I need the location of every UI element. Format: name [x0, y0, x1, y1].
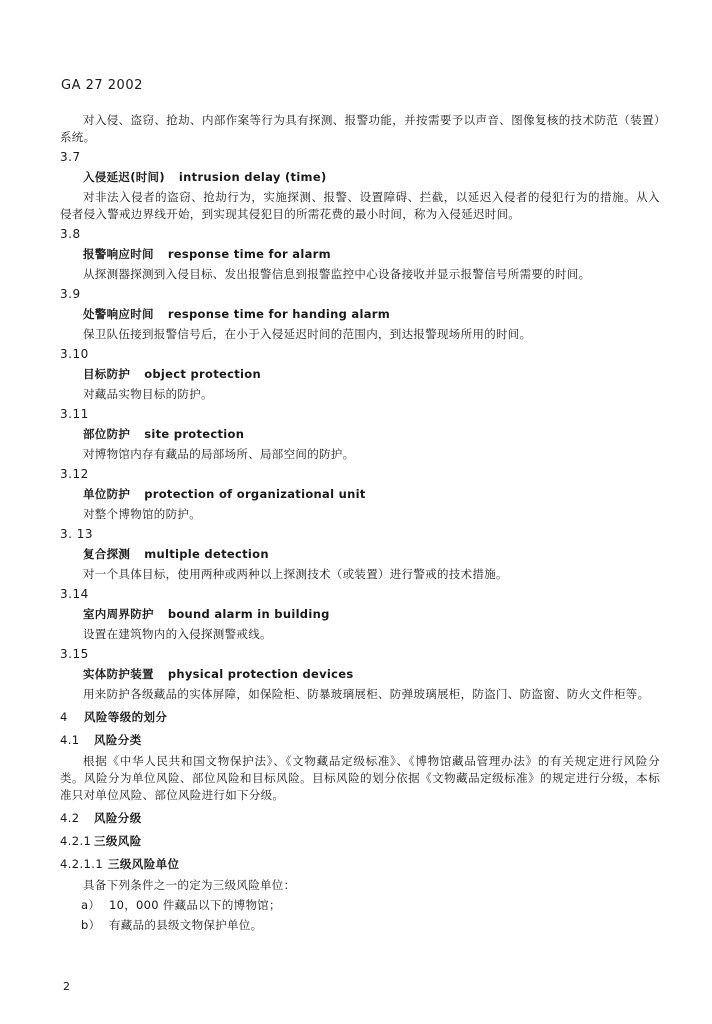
clause-3-13 — [60, 526, 660, 583]
clause-3-9 — [60, 286, 660, 343]
intro-paragraph: 对入侵、盗窃、抢劫、内部作案等行为具有探测、报警功能，并按需要予以声音、图像复核的技术防范（装置）系统。 — [60, 113, 660, 144]
clause-number: 3.8 — [60, 227, 81, 241]
section-4-2-1-1-text: 具备下列条件之一的定为三级风险单位： — [83, 878, 296, 892]
term-definition: 用来防护各级藏品的实体屏障，如保险柜、防暴玻璃展柜、防弹玻璃展柜，防盗门、防盗窗、防火文件柜等。 — [83, 687, 650, 701]
term-heading — [60, 486, 660, 503]
term-english: protection of organizational unit — [144, 487, 366, 501]
section-4-2-1-heading — [60, 833, 660, 850]
term-heading — [60, 169, 660, 186]
term-definition: 对博物馆内存有藏品的局部场所、局部空间的防护。 — [83, 447, 355, 461]
clause-number: 3.14 — [60, 587, 89, 601]
list-item — [60, 897, 660, 914]
section-number: 4.1 — [60, 733, 80, 747]
term-chinese: 目标防护 — [83, 367, 131, 381]
list-text: 有藏品的县级文物保护单位。 — [109, 918, 263, 932]
term-chinese: 复合探测 — [83, 547, 131, 561]
section-title: 三级风险 — [94, 834, 142, 848]
term-english: multiple detection — [144, 547, 269, 561]
section-4-2-1-1-heading — [60, 856, 660, 873]
term-english: intrusion delay (time) — [178, 170, 327, 184]
term-definition: 保卫队伍接到报警信号后，在小于入侵延迟时间的范围内，到达报警现场所用的时间。 — [83, 327, 532, 341]
clause-number: 3.11 — [60, 407, 89, 421]
list-text: 10，000 件藏品以下的博物馆； — [109, 898, 281, 912]
term-english: bound alarm in building — [167, 607, 330, 621]
clause-number: 3.12 — [60, 467, 89, 481]
term-english: response time for alarm — [167, 247, 331, 261]
term-chinese: 处警响应时间 — [83, 307, 154, 321]
clause-3-11 — [60, 406, 660, 463]
term-heading — [60, 366, 660, 383]
section-number: 4.2.1.1 — [60, 857, 104, 871]
list-marker: b） — [81, 918, 101, 932]
clause-3-12 — [60, 466, 660, 523]
term-english: object protection — [144, 367, 261, 381]
term-heading — [60, 666, 660, 683]
list-item — [60, 917, 660, 934]
term-heading — [60, 606, 660, 623]
term-chinese: 室内周界防护 — [83, 607, 154, 621]
section-number: 4.2.1 — [60, 834, 92, 848]
section-4-1-heading — [60, 732, 660, 749]
clause-number: 3.15 — [60, 647, 89, 661]
clause-number: 3.10 — [60, 347, 89, 361]
term-chinese: 部位防护 — [83, 427, 131, 441]
section-4-heading — [60, 709, 660, 726]
document-code: GA 27 2002 — [61, 78, 143, 93]
clause-number: 3.7 — [60, 150, 81, 164]
term-heading — [60, 426, 660, 443]
term-english: response time for handing alarm — [167, 307, 391, 321]
term-english: physical protection devices — [167, 667, 354, 681]
section-number: 4 — [60, 710, 68, 724]
term-heading — [60, 306, 660, 323]
section-title: 风险等级的划分 — [84, 710, 168, 724]
clause-3-10 — [60, 346, 660, 403]
term-heading — [60, 246, 660, 263]
document-body — [60, 112, 660, 937]
term-chinese: 实体防护装置 — [83, 667, 154, 681]
term-definition: 设置在建筑物内的入侵探测警戒线。 — [83, 627, 272, 641]
term-chinese: 报警响应时间 — [83, 247, 154, 261]
section-title: 风险分级 — [94, 811, 142, 825]
term-definition: 对整个博物馆的防护。 — [83, 507, 201, 521]
term-chinese: 单位防护 — [83, 487, 131, 501]
term-heading — [60, 546, 660, 563]
section-number: 4.2 — [60, 811, 80, 825]
term-definition: 从探测器探测到入侵目标、发出报警信息到报警监控中心设备接收并显示报警信号所需要的时间。 — [83, 267, 591, 281]
section-title: 风险分类 — [94, 733, 142, 747]
clause-3-7 — [60, 149, 660, 223]
clause-number: 3. 13 — [60, 527, 94, 541]
term-english: site protection — [144, 427, 245, 441]
term-chinese: 入侵延迟(时间) — [83, 170, 165, 184]
clause-3-14 — [60, 586, 660, 643]
term-definition: 对非法入侵者的盗窃、抢劫行为，实施探测、报警、设置障碍、拦截，以延迟入侵者的侵犯行为的措施。从入侵者侵入警戒边界线开始，到实现其侵犯目的所需花费的最小时间，称为入侵延迟时间。 — [60, 190, 660, 221]
section-4-2-heading — [60, 810, 660, 827]
clause-number: 3.9 — [60, 287, 81, 301]
term-definition: 对藏品实物目标的防护。 — [83, 387, 213, 401]
page-number: 2 — [63, 980, 70, 993]
clause-3-8 — [60, 226, 660, 283]
clause-3-15 — [60, 646, 660, 703]
section-4-1-text: 根据《中华人民共和国文物保护法》、《文物藏品定级标准》、《博物馆藏品管理办法》的有关规定进行风险分类。风险分为单位风险、部位风险和目标风险。目标风险的划分依据《文物藏品定级标准》的规定进行分级，本标准只对单位风险、部位风险进行如下分级。 — [60, 754, 660, 802]
section-title: 三级风险单位 — [108, 857, 180, 871]
list-marker: a） — [81, 898, 101, 912]
term-definition: 对一个具体目标，使用两种或两种以上探测技术（或装置）进行警戒的技术措施。 — [83, 567, 508, 581]
